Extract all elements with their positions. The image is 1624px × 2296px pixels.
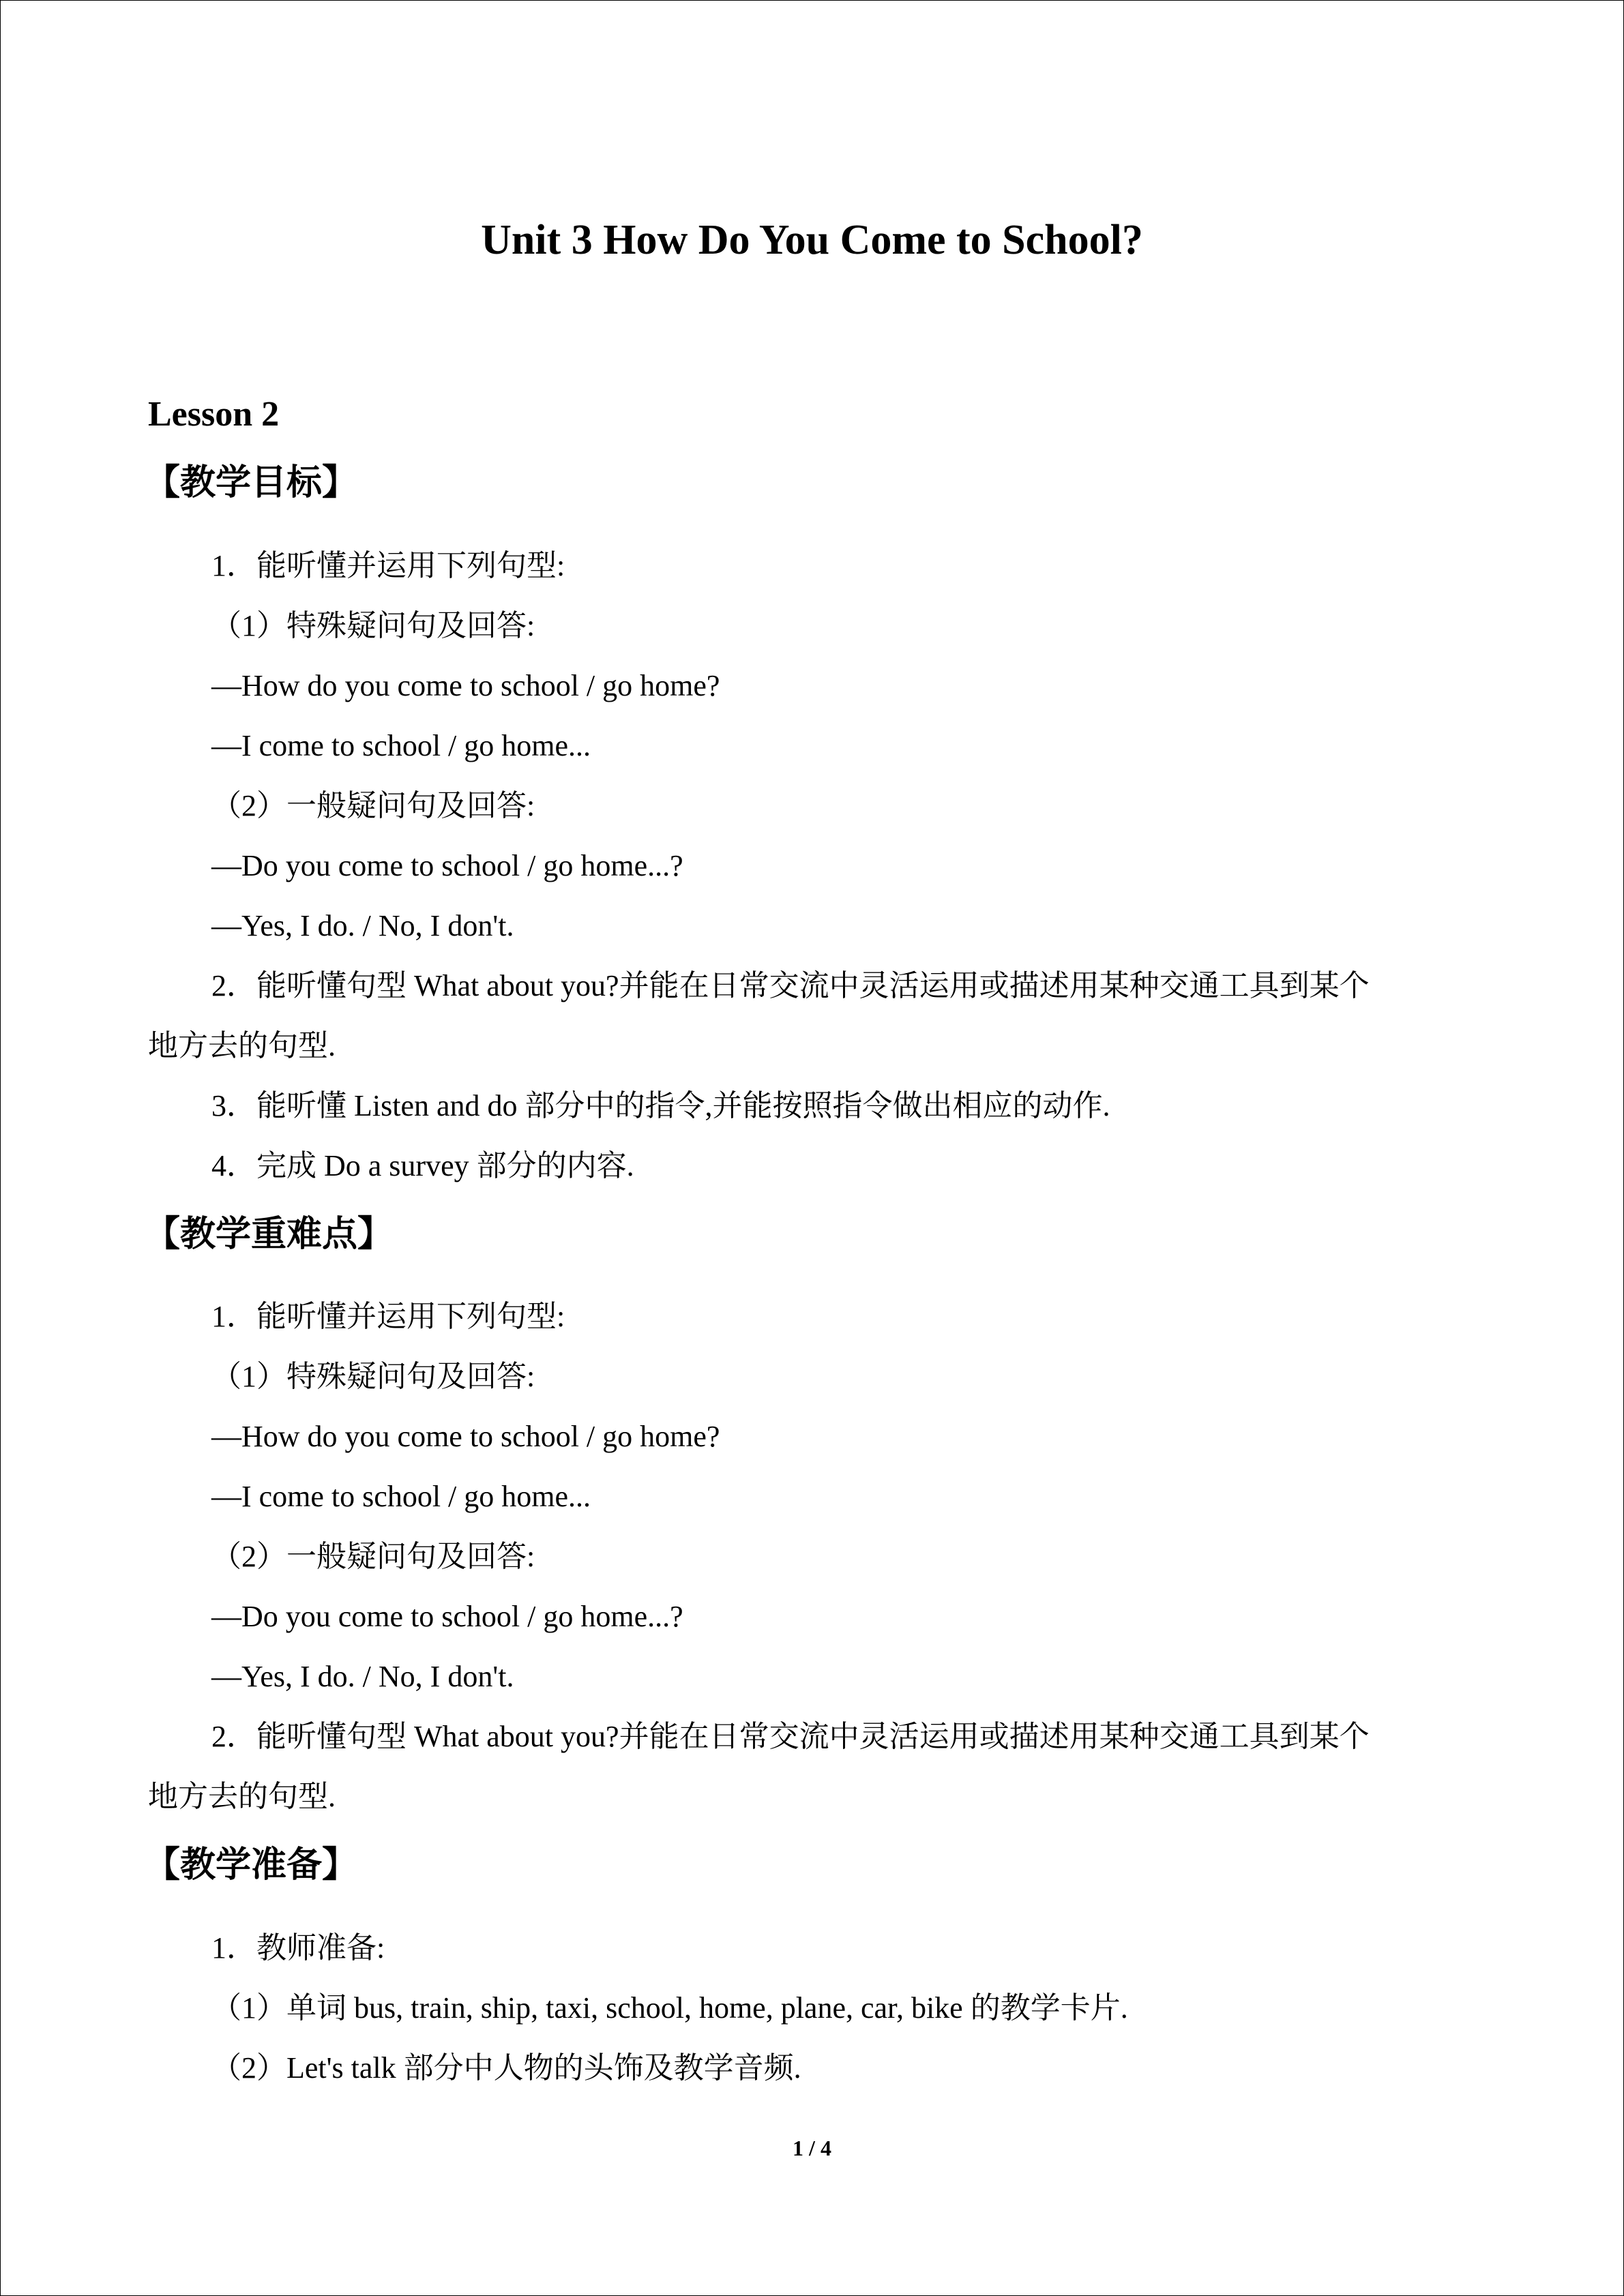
section-heading-key-points: 【教学重难点】 xyxy=(145,1214,394,1255)
text-line: （1）特殊疑问句及回答: xyxy=(211,609,535,642)
text-line: 3．能听懂 Listen and do 部分中的指令,并能按照指令做出相应的动作. xyxy=(211,1089,1110,1122)
text-line: （1）单词 bus, train, ship, taxi, school, home, plane, car, bike 的教学卡片. xyxy=(211,1991,1128,2025)
text-line: （2）Let's talk 部分中人物的头饰及教学音频. xyxy=(211,2051,801,2085)
lesson-label: Lesson 2 xyxy=(148,395,280,434)
section-heading-preparation: 【教学准备】 xyxy=(145,1845,358,1885)
text-line: 2．能听懂句型 What about you?并能在日常交流中灵活运用或描述用某种交通工具到某个 xyxy=(211,1720,1370,1753)
text-line: —Do you come to school / go home...? xyxy=(211,849,683,882)
text-line: （2）一般疑问句及回答: xyxy=(211,789,535,822)
text-line: 1．教师准备: xyxy=(211,1931,385,1965)
text-line: —I come to school / go home... xyxy=(211,1480,591,1513)
text-line: 地方去的句型. xyxy=(148,1780,336,1813)
text-line: —How do you come to school / go home? xyxy=(211,669,720,702)
text-line: —Yes, I do. / No, I don't. xyxy=(211,1660,514,1693)
text-line: 1．能听懂并运用下列句型: xyxy=(211,1300,565,1333)
text-line: —How do you come to school / go home? xyxy=(211,1420,720,1453)
text-line: —I come to school / go home... xyxy=(211,729,591,762)
text-line: —Do you come to school / go home...? xyxy=(211,1600,683,1633)
text-line: —Yes, I do. / No, I don't. xyxy=(211,909,514,942)
text-line: （2）一般疑问句及回答: xyxy=(211,1540,535,1573)
document-title: Unit 3 How Do You Come to School? xyxy=(481,217,1143,263)
text-line: 地方去的句型. xyxy=(148,1029,336,1062)
text-line: 1．能听懂并运用下列句型: xyxy=(211,549,565,582)
text-line: 2．能听懂句型 What about you?并能在日常交流中灵活运用或描述用某种交通工具到某个 xyxy=(211,969,1370,1002)
page-number: 1 / 4 xyxy=(793,2136,831,2160)
text-line: 4．完成 Do a survey 部分的内容. xyxy=(211,1149,634,1182)
text-line: （1）特殊疑问句及回答: xyxy=(211,1360,535,1393)
section-heading-objectives: 【教学目标】 xyxy=(145,462,358,503)
